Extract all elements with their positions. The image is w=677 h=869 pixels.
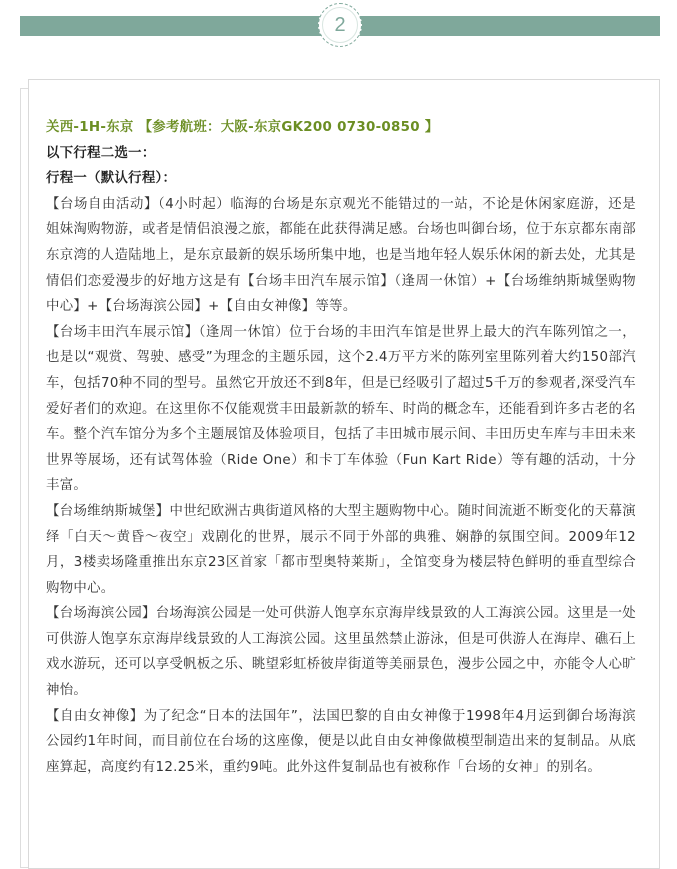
step-number: 2 (334, 13, 346, 36)
paragraph-venus-fort: 【台场维纳斯城堡】中世纪欧洲古典街道风格的大型主题购物中心。随时间流逝不断变化的天幕演绎「白天～黄昏～夜空」戏剧化的世界，展示不同于外部的典雅、娴静的氛围空间。2009年12月，3楼卖场隆重推出东京23区首家「都市型奥特莱斯」，全馆变身为楼层特色鲜明的垂直型综合购物中心。 (46, 503, 636, 596)
paragraph-odaiba-free-activity: 【台场自由活动】（4小时起）临海的台场是东京观光不能错过的一站，不论是休闲家庭游，还是姐妹淘购物游，或者是情侣浪漫之旅，都能在此获得满足感。台场也叫御台场，位于东京都东南部东京湾的人造陆地上，是东京最新的娱乐场所集中地，也是当地年轻人娱乐休闲的新去处，尤其是情侣们恋爱漫步的好地方这是有【台场丰田汽车展示馆】（逢周一休馆）+【台场维纳斯城堡购物中心】+【台场海滨公园】+【自由女神像】等等。 (46, 196, 636, 315)
paragraph-seaside-park: 【台场海滨公园】台场海滨公园是一处可供游人饱享东京海岸线景致的人工海滨公园。这里是一处可供游人饱享东京海岸线景致的人工海滨公园。这里虽然禁止游泳，但是可供游人在海岸、礁石上戏水游玩，还可以享受帆板之乐、眺望彩虹桥彼岸街道等美丽景色，漫步公园之中，亦能令人心旷神怡。 (46, 606, 636, 699)
paragraph-statue-of-liberty: 【自由女神像】为了纪念“日本的法国年”，法国巴黎的自由女神像于1998年4月运到御台场海滨公园约1年时间，而目前位在台场的这座像，便是以此自由女神像做模型制造出来的复制品。从底座算起，高度约有12.25米，重约9吨。此外这件复制品也有被称作「台场的女神」的别名。 (46, 708, 636, 775)
itinerary-one-title: 行程一（默认行程）： (46, 171, 177, 187)
flight-info: 关西-1H-东京 【参考航班：大阪-东京GK200 0730-0850 】 (46, 120, 439, 135)
itinerary-content (46, 115, 636, 780)
choose-one-note: 以下行程二选一： (46, 145, 156, 161)
step-number-badge (318, 3, 362, 47)
paragraph-toyota-showroom: 【台场丰田汽车展示馆】（逢周一休馆）位于台场的丰田汽车馆是世界上最大的汽车陈列馆之一，也是以“观赏、驾驶、感受”为理念的主题乐园，这个2.4万平方米的陈列室里陈列着大约150部汽车，包括70种不同的型号。虽然它开放还不到8年，但是已经吸引了超过5千万的参观者,深受汽车爱好者们的欢迎。在这里你不仅能观赏丰田最新款的轿车、时尚的概念车，还能看到许多古老的名车。整个汽车馆分为多个主题展馆及体验项目，包括了丰田城市展示间、丰田历史车库与丰田未来世界等展场，还有试驾体验（Ride One）和卡丁车体验（Fun Kart Ride）等有趣的活动，十分丰富。 (46, 324, 636, 494)
